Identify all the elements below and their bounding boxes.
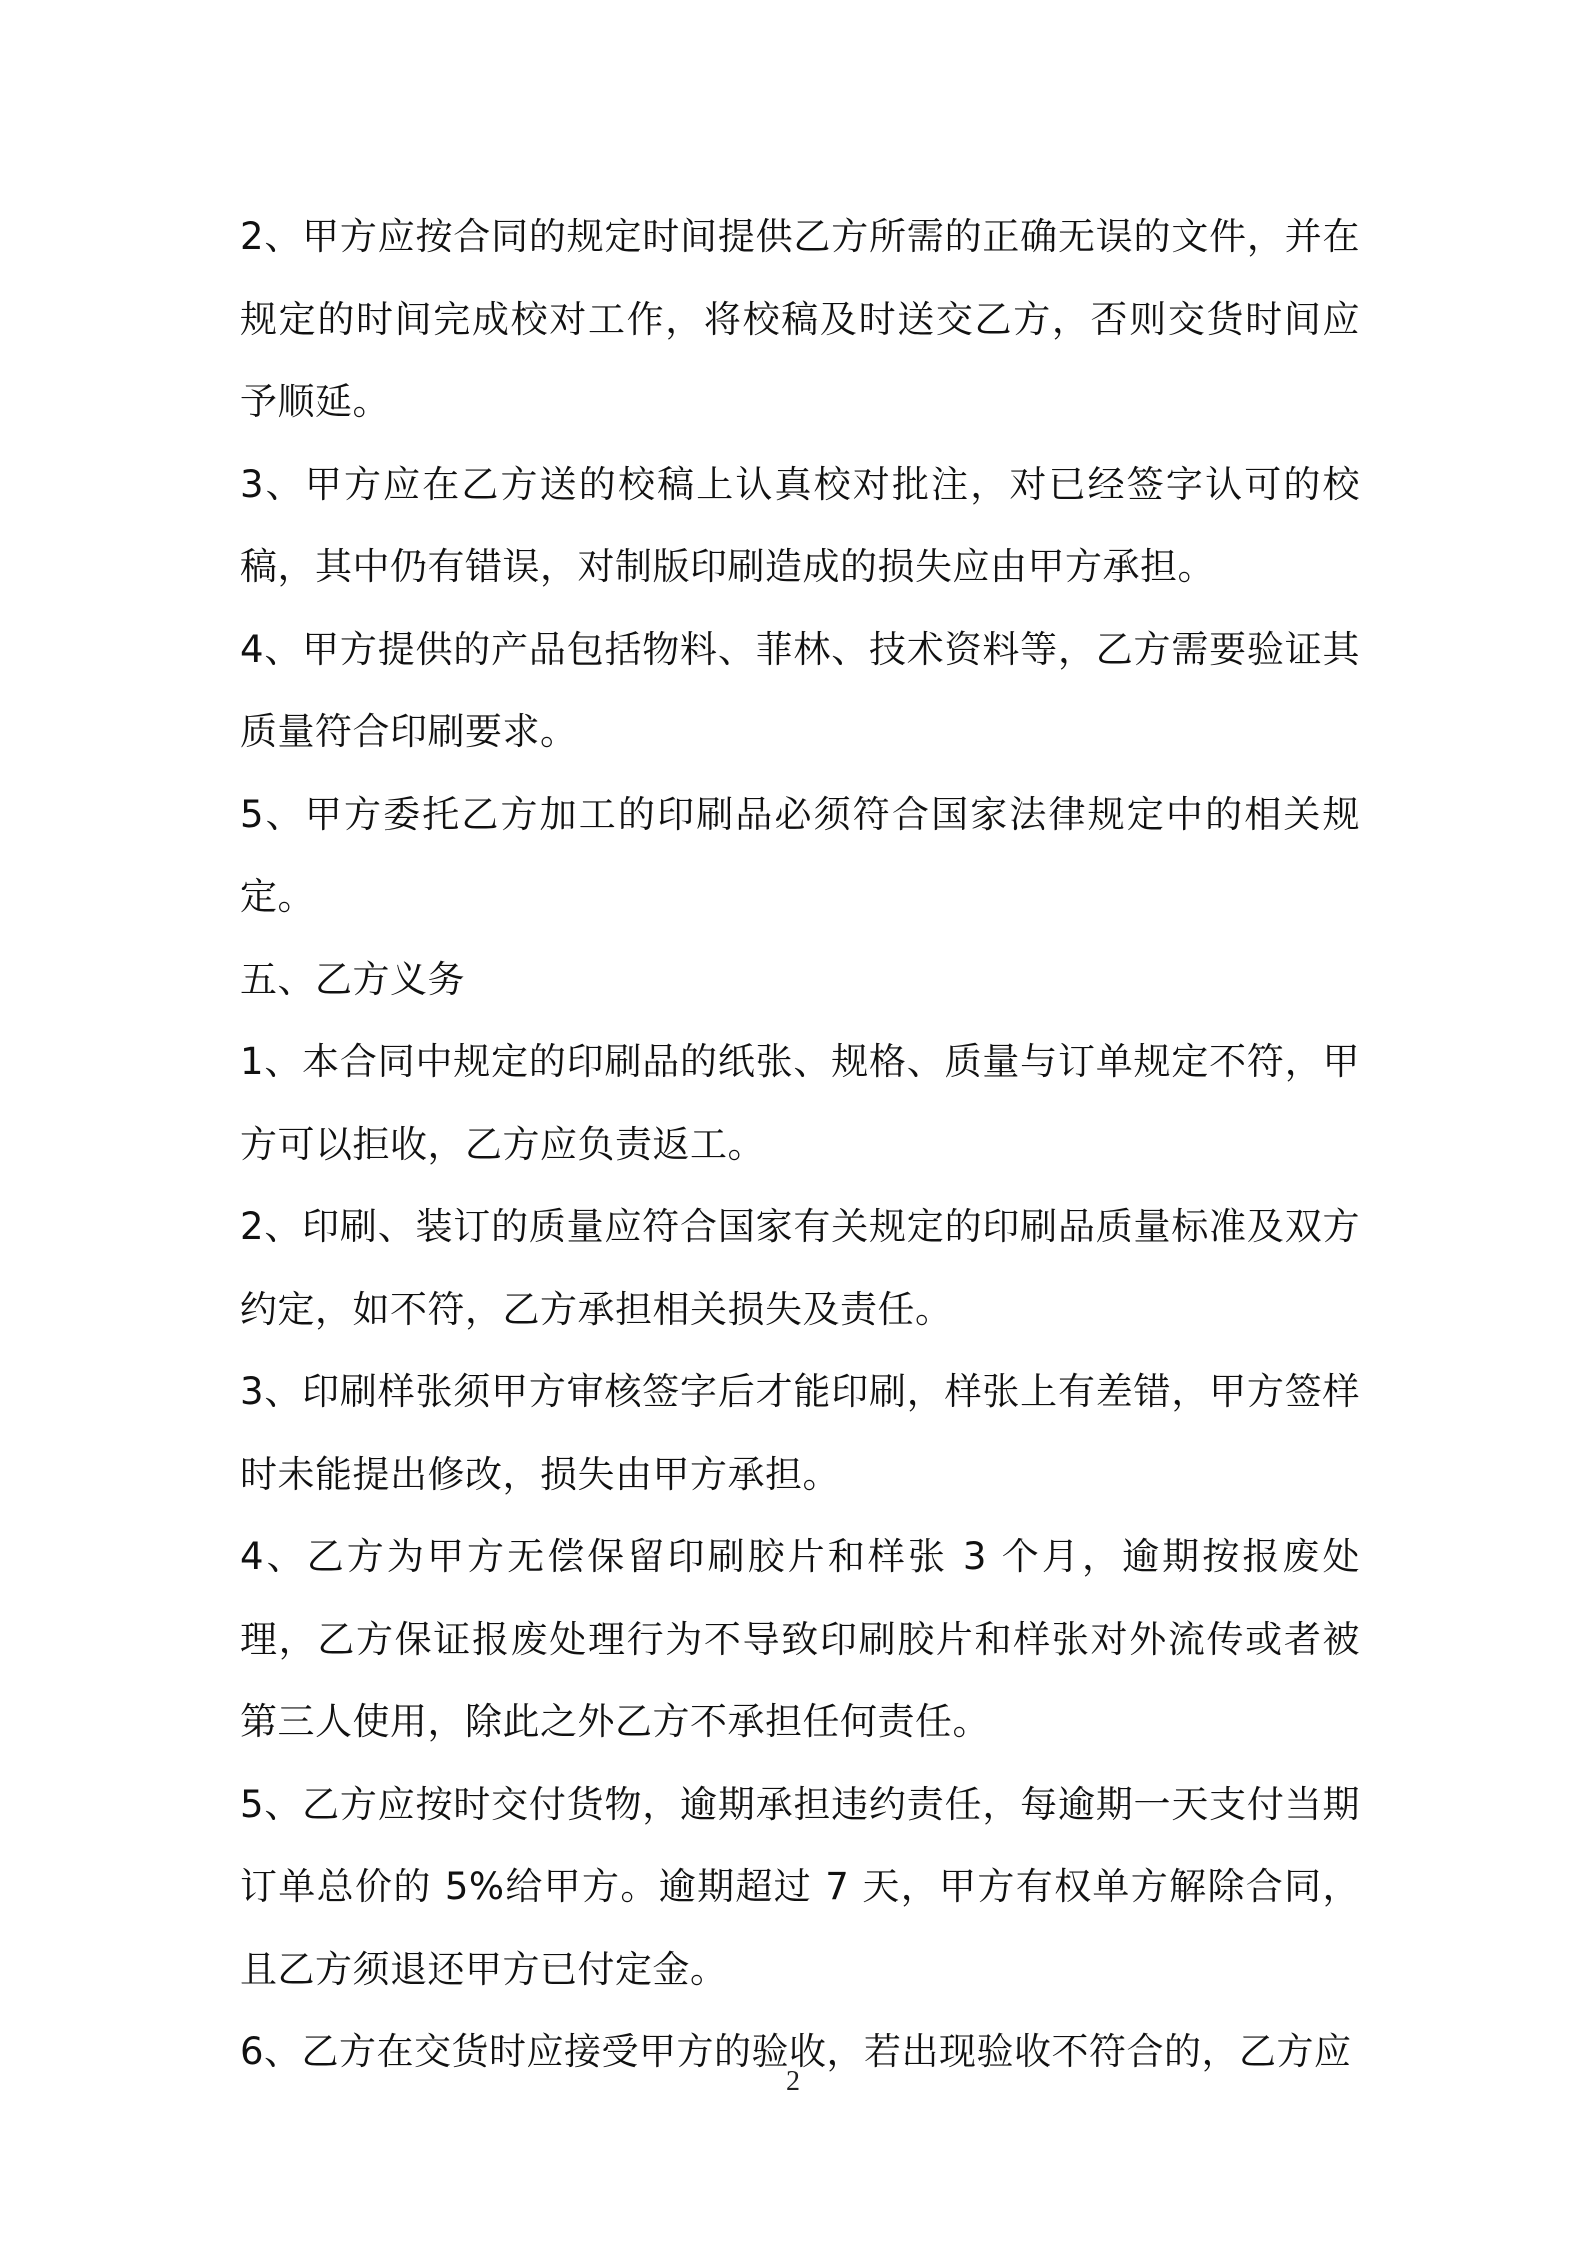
paragraph-a-4: 4、甲方提供的产品包括物料、菲林、技术资料等，乙方需要验证其质量符合印刷要求。 [240, 627, 1360, 753]
paragraph-b-3: 3、印刷样张须甲方审核签字后才能印刷，样张上有差错，甲方签样时未能提出修改，损失由甲方承担。 [240, 1370, 1360, 1496]
paragraph-b-1: 1、本合同中规定的印刷品的纸张、规格、质量与订单规定不符，甲方可以拒收，乙方应负责返工。 [240, 1040, 1360, 1166]
paragraph-a-2: 2、甲方应按合同的规定时间提供乙方所需的正确无误的文件，并在规定的时间完成校对工作，将校稿及时送交乙方，否则交货时间应予顺延。 [240, 215, 1360, 423]
paragraph-a-5: 5、甲方委托乙方加工的印刷品必须符合国家法律规定中的相关规定。 [240, 792, 1360, 918]
document-body [240, 196, 1360, 2094]
paragraph-b-5: 5、乙方应按时交付货物，逾期承担违约责任，每逾期一天支付当期订单总价的 5%给甲方。逾期超过 7 天，甲方有权单方解除合同，且乙方须退还甲方已付定金。 [240, 1782, 1360, 1991]
section-heading: 五、乙方义务 [240, 957, 465, 1001]
paragraph-b-4: 4、乙方为甲方无偿保留印刷胶片和样张 3 个月，逾期按报废处理，乙方保证报废处理行为不导致印刷胶片和样张对外流传或者被第三人使用，除此之外乙方不承担任何责任。 [240, 1535, 1360, 1743]
page-number: 2 [786, 2066, 800, 2097]
paragraph-b-2: 2、印刷、装订的质量应符合国家有关规定的印刷品质量标准及双方约定，如不符，乙方承担相关损失及责任。 [240, 1205, 1360, 1331]
paragraph-b-6: 6、乙方在交货时应接受甲方的验收，若出现验收不符合的，乙方应 [240, 2030, 1352, 2073]
paragraph-a-3: 3、甲方应在乙方送的校稿上认真校对批注，对已经签字认可的校稿，其中仍有错误，对制版印刷造成的损失应由甲方承担。 [240, 462, 1360, 588]
